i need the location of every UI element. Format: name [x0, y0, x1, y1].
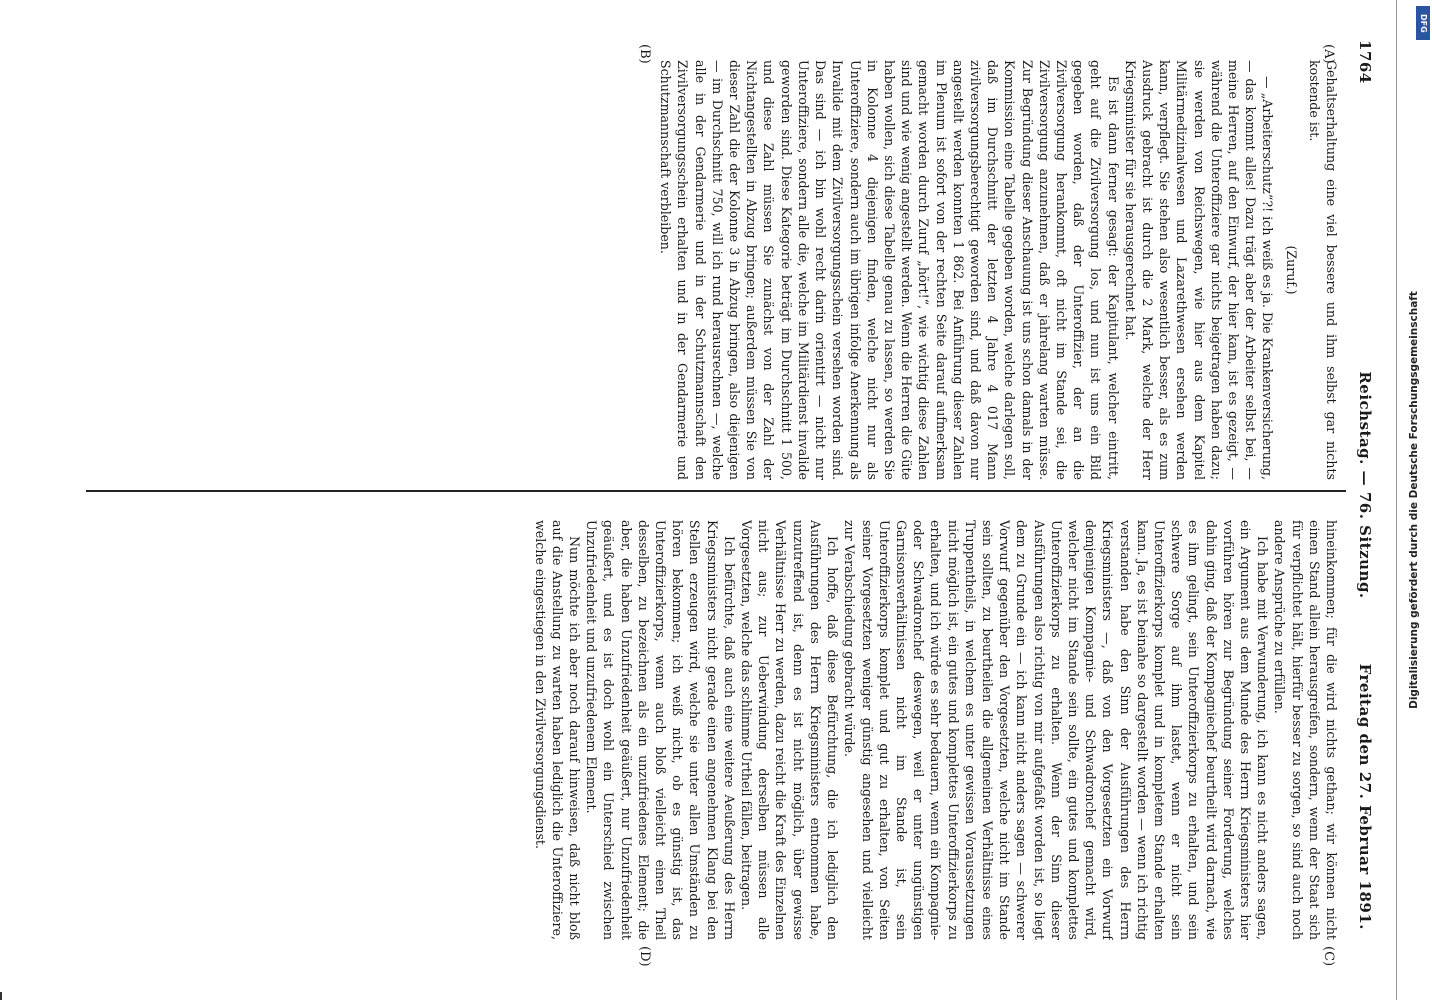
corner-tick [0, 992, 2, 1000]
dfg-logo-badge: DFG [1416, 6, 1430, 40]
page-date: Freitag den 27. Februar 1891. [1356, 663, 1374, 930]
margin-marker-a: (A) [1321, 44, 1336, 64]
page-title: Reichstag. — 76. Sitzung. [1356, 371, 1374, 599]
margin-marker-c: (C) [1321, 946, 1336, 967]
paragraph: Ich hoffe, daß diese Befürchtung, die ich lediglich den Ausführungen des Herrn Kriegsministers entnommen habe, unzutreffend ist, denn es ist nicht möglich, über gewisse Verhältnisse Herr zu werden, dazu reicht die Kraft des Einzelnen nicht aus; zur Ueberwindung derselben müssen alle Vorgesetzten, welche das schlimme Urtheil fällen, beitragen. [739, 520, 841, 940]
interjection: (Zuruf.) [1283, 245, 1299, 295]
paragraph: Es ist dann ferner gesagt: der Kapitulant, welcher eintritt, geht auf die Zivilversorgung los, und nun ist uns ein Bild gegeben worden, daß der Unteroffizier, der an die Zivilversorgung herankommt, oft nicht im Stande sei, die Zivilversorgung anzunehmen, daß er jahrelang warten müsse. Zur Begründung dieser Anschauung ist uns schon damals in der Kommission eine Tabelle gegeben worden, welche darlegen soll, daß im Durchschnitt der letzten 4 Jahre 4 017 Mann zivilversorgungsberechtigt geworden sind, und daß davon nur angestellt werden konnten 1 862. Bei Anführung dieser Zahlen im Plenum ist sofort von der rechten Seite darauf aufmerksam gemacht worden durch Zuruf „hört!“, wie wichtig diese Zahlen sind und wie wenig angestellt werden. Wenn die Herren die Güte haben wollen, sich diese Tabelle genau zu lassen, so werden Sie in Kolonne 4 diejenigen finden, welche nicht nur als Unteroffiziere, sondern auch im übrigen infolge Anerkennung als Invalide mit dem Zivilversorgungsschein versehen worden sind. Das sind — ich bin wohl recht darin orientirt — nicht nur Unteroffiziere, sondern alle die, welche im Militärdienst invalide geworden sind. Diese Kategorie beträgt im Durchschnitt 1 500, und diese Zahl müssen Sie zunächst von der Zahl der Nichtangestellten in Abzug bringen; außerdem müssen Sie von dieser Zahl die der Kolonne 3 in Abzug bringen, also diejenigen — im Durchschnitt 750, will ich rund herausrechnen —, welche alle in der Gendarmerie und in der Schutzmannschaft den Zivilversorgungsschein erhalten und in der Gendarmerie und Schutzmannschaft verbleiben. [658, 60, 1121, 480]
margin-marker-b: (B) [637, 44, 652, 64]
page-number: 1764 [1356, 40, 1374, 84]
page-header [1350, 40, 1374, 930]
paragraph: hineinkommen; für die wird nichts gethan; wir können nicht einen Stand allein herausgreifen, sondern, wenn der Staat sich für verpflichtet hält, hierfür besser zu sorgen, so sind auch noch andere Ansprüche zu erfüllen. [1272, 520, 1339, 940]
paragraph: Nun möchte ich aber noch darauf hinweisen, daß nicht bloß auf die Anstellung zu warten haben lediglich die Unteroffiziere, welche eingestiegen in den Zivilversorgungsdienst. [532, 520, 583, 940]
paragraph: — „Arbeiterschutz“?! ich weiß es ja. Die Krankenversicherung, — das kommt alles! Dazu trägt aber der Arbeiter selbst bei, — meine Herren, auf den Einwurf, der hier kam, ist es gezeigt, — während die Unteroffiziere gar nichts beigetragen haben dazu; sie werden von Reichswegen, wie hier aus dem Kapitel Militärmedizinalwesen und Lazarethwesen ersehen werden kann, verpflegt. Sie stehen also wesentlich besser, als es zum Ausdruck gebracht ist durch die 2 Mark, welche der Herr Kriegsminister für sie herausgerechnet hat. [1122, 60, 1276, 480]
paragraph: Gehaltserhaltung eine viel bessere und ihm selbst gar nichts kostende ist. [1306, 60, 1339, 480]
paragraph: Ich habe mit Verwunderung, ich kann es nicht anders sagen, ein Argument aus dem Munde des Herrn Kriegsministers hier vorführen hören zur Begründung seiner Forderung, welches dahin ging, daß der Kompagniechef beurtheilt wird darnach, wie es ihm gelingt, sein Unteroffizierkorps zu erhalten, und sein schwere Sorge auf ihm lastet, wenn er nicht sein Unteroffizierkorps komplet und in kompletem Stande erhalten kann. Ja, es ist beinahe so dargestellt worden — wenn ich richtig verstanden habe den Sinn der Ausführungen des Herrn Kriegsministers —, daß von den Vorgesetzten ein Vorwurf demjenigen Kompagnie- und Schwadronchef gemacht wird, welcher nicht im Stande sein sollte, ein gutes und komplettes Unteroffizierkorps zu erhalten. Wenn der Sinn dieser Ausführungen also richtig von mir aufgefaßt worden ist, so liegt dem zu Grunde ein — ich kann nicht anders sagen — schwerer Vorwurf gegenüber den Vorgesetzten, welche nicht im Stande sein sollten, zu beurtheilen die allgemeinen Verhältnisse eines Truppentheils, in welchem es unter gewissen Voraussetzungen nicht möglich ist, ein gutes und komplettes Unteroffizierkorps zu erhalten, und ich würde es sehr bedauern, wenn ein Kompagnie- oder Schwadronchef deswegen, weil er unter ungünstigen Garnisonsverhältnissen nicht im Stande ist, sein Unteroffizierkorps komplet und gut zu erhalten, von Seiten seiner Vorgesetzten weniger günstig angesehen und vielleicht zur Verabschiedung gebracht würde. [842, 520, 1271, 940]
digitization-note: Digitalisierung gefördert durch die Deutsche Forschungsgemeinschaft [1408, 291, 1420, 709]
page-edge-line [1396, 0, 1397, 1000]
paragraph: Ich befürchte, daß auch eine weitere Aeußerung des Herrn Kriegsministers nicht gerade einen angenehmen Klang bei den Stellen erzeugen wird, welche sie unter allen Umständen zu hören bekommen; ich weiß nicht, ob es günstig ist, das Unteroffizierkorps, wenn auch bloß vielleicht einen Theil desselben, zu bezeichnen als ein unzufriedenes Element; die aber, die haben Unzufriedenheit geäußert, nur Unzufriedenheit geäußert, und es ist doch wohl ein Unterschied zwischen Unzufriedenheit und unzufriedenem Element. [584, 520, 737, 940]
column-divider [86, 490, 1346, 492]
left-column [90, 60, 1340, 480]
margin-marker-d: (D) [637, 946, 652, 967]
right-column [90, 520, 1340, 940]
